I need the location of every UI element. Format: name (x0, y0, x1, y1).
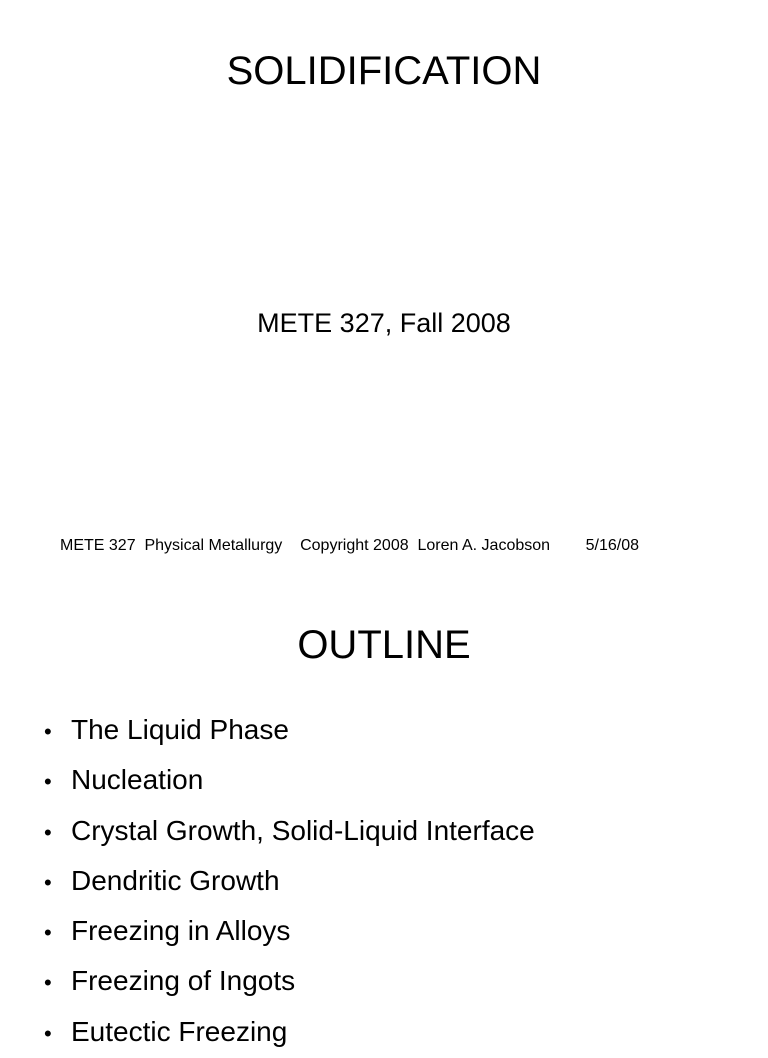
outline-item-label: Eutectic Freezing (71, 1015, 288, 1047)
outline-item-nucleation (44, 756, 535, 806)
bullet-icon: • (44, 719, 52, 744)
outline-item-dendritic-growth (44, 857, 535, 907)
outline-item-freezing-alloys (44, 907, 535, 957)
slide-footer (60, 536, 639, 556)
outline-item-crystal-growth (44, 807, 535, 857)
bullet-icon: • (44, 819, 52, 845)
footer-copyright: Copyright 2008 Loren A. Jacobson (300, 537, 551, 554)
bullet-icon: • (44, 869, 52, 895)
outline-item-freezing-ingots (44, 957, 535, 1007)
outline-item-label: Dendritic Growth (71, 864, 280, 896)
outline-item-label: Crystal Growth, Solid-Liquid Interface (71, 814, 535, 846)
outline-list (44, 706, 535, 1058)
bullet-icon: • (44, 1020, 52, 1046)
outline-item-label: The Liquid Phase (71, 714, 289, 745)
slide-title: SOLIDIFICATION (226, 49, 542, 93)
outline-item-label: Nucleation (71, 764, 204, 796)
outline-item-label: Freezing of Ingots (71, 965, 296, 997)
bullet-icon: • (44, 769, 52, 795)
outline-item-liquid-phase (44, 706, 535, 756)
outline-item-eutectic-freezing (44, 1008, 535, 1058)
outline-item-label: Freezing in Alloys (71, 915, 291, 947)
footer-course: METE 327 Physical Metallurgy (60, 537, 283, 554)
bullet-icon: • (44, 970, 52, 996)
footer-date: 5/16/08 (585, 537, 639, 554)
slide-subtitle: METE 327, Fall 2008 (257, 308, 511, 338)
bullet-icon: • (44, 920, 52, 946)
outline-title: OUTLINE (297, 623, 471, 667)
